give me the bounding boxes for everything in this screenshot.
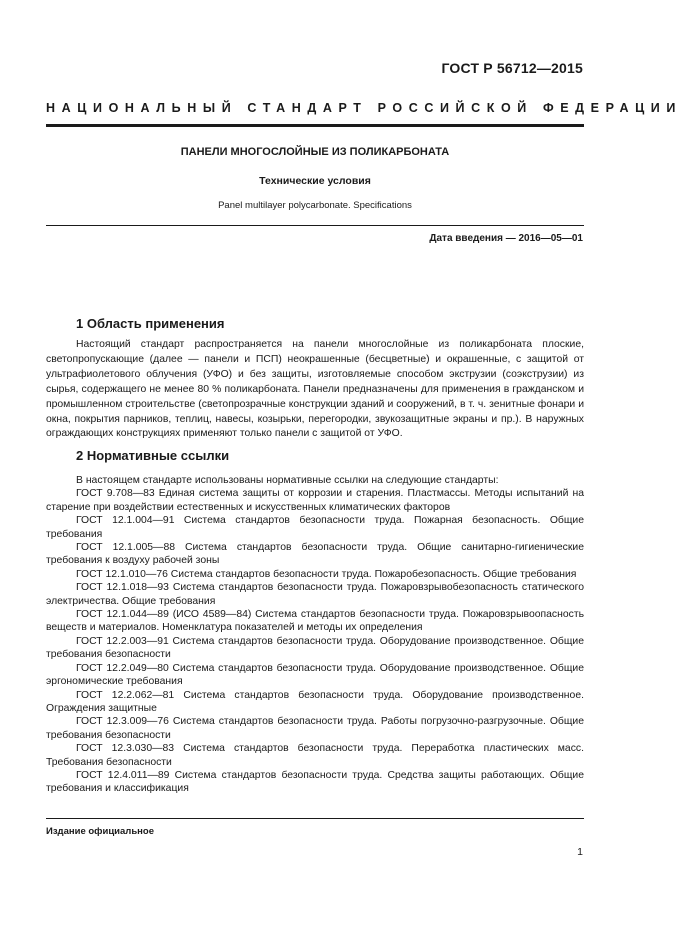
reference-item: ГОСТ 12.4.011—89 Система стандартов безопасности труда. Средства защиты работающих. Общие требования и классификация (46, 769, 584, 795)
reference-item: ГОСТ 12.1.018—93 Система стандартов безопасности труда. Пожаровзрывобезопасность статического электричества. Общие требования (46, 582, 584, 607)
official-edition-label: Издание официальное (46, 826, 154, 837)
references-intro: В настоящем стандарте использованы нормативные ссылки на следующие стандарты: (76, 475, 499, 486)
reference-item: ГОСТ 12.2.062—81 Система стандартов безопасности труда. Оборудование производственное. Ограждения защитные (46, 689, 584, 714)
page-number: 1 (577, 846, 583, 858)
section-heading-scope: 1 Область применения (76, 316, 225, 331)
document-title-english: Panel multilayer polycarbonate. Specifications (218, 200, 412, 211)
reference-item: ГОСТ 12.3.030—83 Система стандартов безопасности труда. Переработка пластических масс. Требования безопасности (46, 743, 584, 768)
references-list (46, 474, 584, 796)
header-rule (46, 124, 584, 127)
standard-title: НАЦИОНАЛЬНЫЙ СТАНДАРТ РОССИЙСКОЙ ФЕДЕРАЦИИ (46, 101, 682, 115)
reference-item: ГОСТ 12.2.049—80 Система стандартов безопасности труда. Оборудование производственное. Общие эргономические требования (46, 662, 584, 688)
footer-rule (46, 818, 584, 819)
document-number: ГОСТ Р 56712—2015 (441, 60, 583, 76)
title-rule (46, 225, 584, 226)
reference-item: ГОСТ 12.3.009—76 Система стандартов безопасности труда. Работы погрузочно-разгрузочные. Общие требования безопасности (46, 716, 584, 741)
reference-item: ГОСТ 12.1.044—89 (ИСО 4589—84) Система стандартов безопасности труда. Пожаровзрывоопасность веществ и материалов. Номенклатура показателей и методы их определения (46, 609, 584, 634)
document-subtitle: Технические условия (259, 175, 371, 187)
reference-item: ГОСТ 12.1.004—91 Система стандартов безопасности труда. Пожарная безопасность. Общие требования (46, 515, 584, 540)
document-title: ПАНЕЛИ МНОГОСЛОЙНЫЕ ИЗ ПОЛИКАРБОНАТА (180, 146, 450, 158)
scope-paragraph: Настоящий стандарт распространяется на панели многослойные из поликарбоната плоские, светопропускающие (далее — панели и ПСП) неокрашенные (бесцветные) и окрашенные, с защитой от ультрафиолетового облучения (УФО) и без защиты, изготовляемые способом экструзии (соэкструзии) из сырья, содержащего не менее 80 % поликарбоната. Панели предназначены для применения в гражданском и промышленном строительстве (светопрозрачные конструкции зданий и сооружений, в т. ч. зенитные фонари и окна, покрытия парников, теплиц, навесы, козырьки, перегородки, звукозащитные экраны и пр.). В наружных ограждающих конструкциях применяют только панели с защитой от УФО. (46, 339, 584, 440)
section-heading-references: 2 Нормативные ссылки (76, 448, 230, 463)
reference-item: ГОСТ 9.708—83 Единая система защиты от коррозии и старения. Пластмассы. Методы испытаний на старение при воздействии естественных и искусственных климатических факторов (46, 488, 584, 513)
reference-item: ГОСТ 12.1.005—88 Система стандартов безопасности труда. Общие санитарно-гигиенические требования к воздуху рабочей зоны (46, 542, 584, 567)
reference-item: ГОСТ 12.1.010—76 Система стандартов безопасности труда. Пожаробезопасность. Общие требования (76, 568, 577, 580)
introduction-date: Дата введения — 2016—05—01 (429, 233, 583, 244)
reference-item: ГОСТ 12.2.003—91 Система стандартов безопасности труда. Оборудование производственное. Общие требования безопасности (46, 635, 584, 661)
